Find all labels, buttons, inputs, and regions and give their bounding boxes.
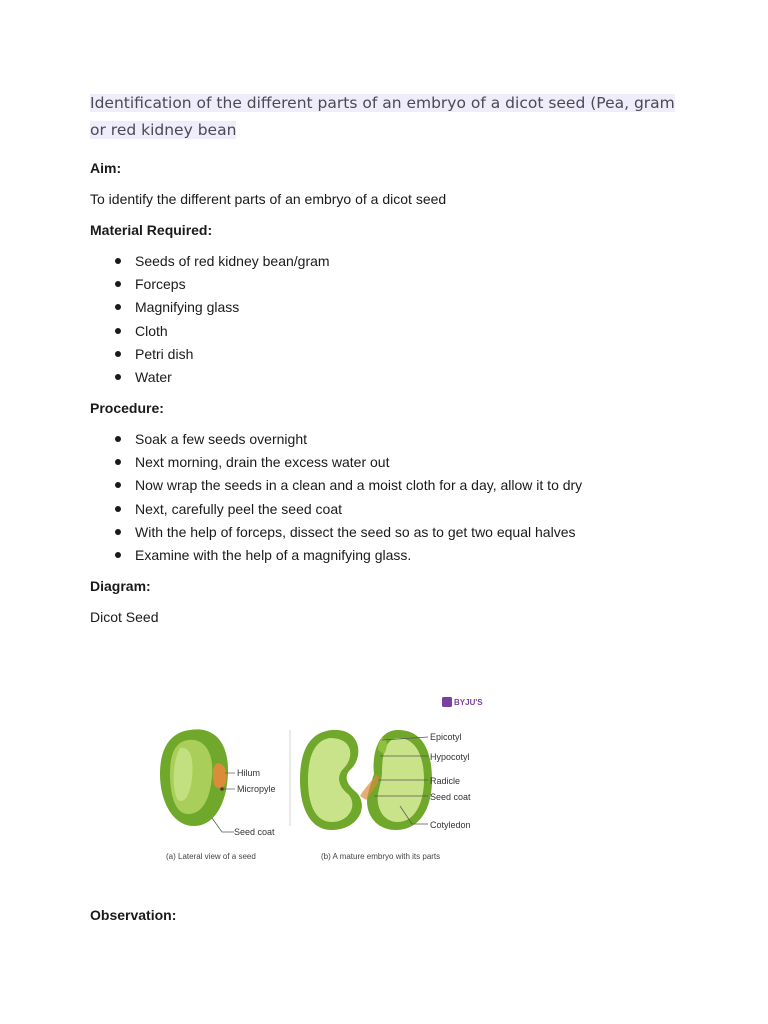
observation-heading: Observation: — [90, 907, 177, 923]
caption-a: (a) Lateral view of a seed — [166, 852, 256, 861]
list-item: Petri dish — [135, 344, 690, 364]
logo-mark-icon — [442, 697, 452, 707]
label-seed-coat-a: Seed coat — [234, 827, 275, 837]
aim-text: To identify the different parts of an embryo of a dicot seed — [90, 191, 447, 207]
diagram-subtitle: Dicot Seed — [90, 608, 159, 625]
materials-list — [90, 251, 690, 387]
seed-lateral-view — [160, 729, 228, 826]
procedure-list — [90, 429, 690, 565]
logo-text: BYJU'S — [454, 698, 483, 707]
procedure-heading: Procedure: — [90, 399, 164, 416]
label-seed-coat-b: Seed coat — [430, 792, 471, 802]
label-radicle: Radicle — [430, 776, 461, 786]
list-item: Seeds of red kidney bean/gram — [135, 251, 690, 271]
list-item: With the help of forceps, dissect the seed so as to get two equal halves — [135, 522, 690, 542]
diagram-heading: Diagram: — [90, 577, 151, 594]
materials-heading: Material Required: — [90, 222, 213, 238]
list-item: Magnifying glass — [135, 297, 690, 317]
label-hypocotyl: Hypocotyl — [430, 752, 470, 762]
micropyle-dot — [220, 787, 224, 791]
label-cotyledon: Cotyledon — [430, 820, 471, 830]
list-item: Soak a few seeds overnight — [135, 429, 690, 449]
caption-b: (b) A mature embryo with its parts — [321, 852, 441, 861]
list-item: Now wrap the seeds in a clean and a moist cloth for a day, allow it to dry — [135, 475, 690, 495]
document-page — [90, 90, 690, 638]
label-epicotyl: Epicotyl — [430, 732, 462, 742]
page-title: Identification of the different parts of an embryo of a dicot seed (Pea, gram or red kidney bean — [90, 94, 675, 139]
list-item: Water — [135, 367, 690, 387]
list-item: Next, carefully peel the seed coat — [135, 499, 690, 519]
list-item: Cloth — [135, 321, 690, 341]
aim-heading: Aim: — [90, 160, 122, 176]
list-item: Forceps — [135, 274, 690, 294]
label-hilum: Hilum — [237, 768, 261, 778]
label-micropyle: Micropyle — [237, 784, 276, 794]
list-item: Next morning, drain the excess water out — [135, 452, 690, 472]
embryo-left-half — [300, 730, 362, 830]
dicot-seed-diagram — [150, 688, 495, 868]
list-item: Examine with the help of a magnifying glass. — [135, 545, 690, 565]
byjus-logo — [442, 697, 483, 707]
